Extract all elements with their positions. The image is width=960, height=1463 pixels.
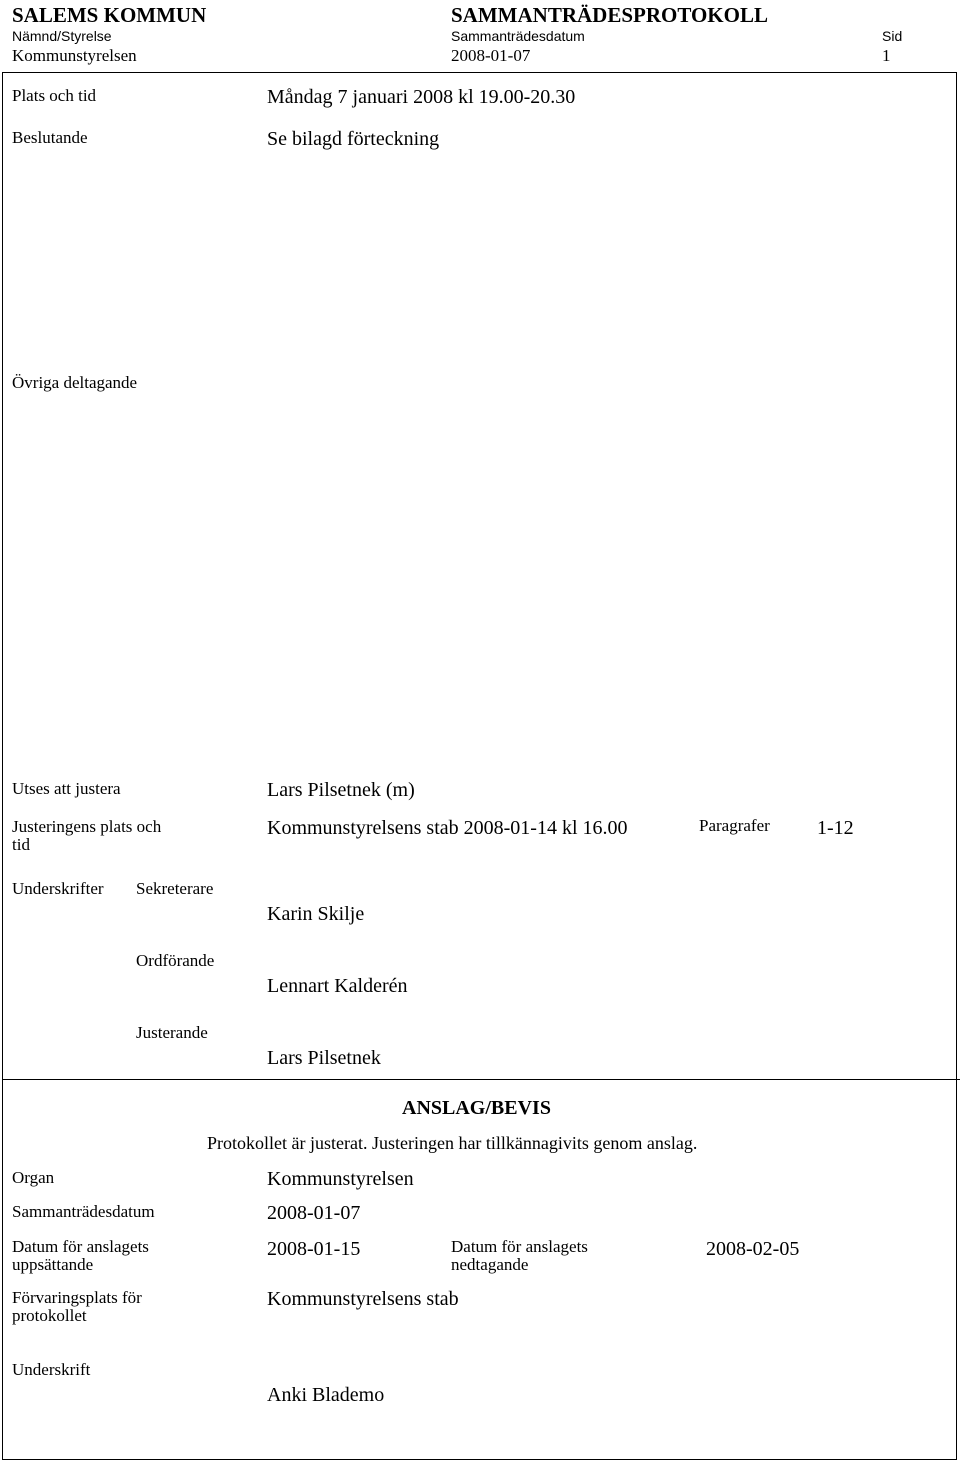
removal-date-value: 2008-02-05 bbox=[706, 1238, 800, 1260]
adjustment-place-label: Justeringens plats och tid bbox=[12, 817, 162, 854]
notice-meeting-date-label: Sammanträdesdatum bbox=[12, 1202, 155, 1221]
board-label: Nämnd/Styrelse bbox=[12, 28, 112, 44]
appointed-adjuster-label: Utses att justera bbox=[12, 779, 121, 798]
adjuster-name: Lars Pilsetnek bbox=[267, 1047, 381, 1069]
notice-meeting-date-value: 2008-01-07 bbox=[267, 1202, 361, 1224]
meeting-date-header-label: Sammanträdesdatum bbox=[451, 28, 585, 44]
removal-date-label: Datum för anslagets nedtagande bbox=[451, 1237, 588, 1274]
secretary-label: Sekreterare bbox=[136, 879, 214, 898]
meeting-date-header-value: 2008-01-07 bbox=[451, 46, 531, 65]
adjuster-label: Justerande bbox=[136, 1023, 208, 1042]
secretary-name: Karin Skilje bbox=[267, 903, 365, 925]
municipality-name: SALEMS KOMMUN bbox=[12, 3, 207, 27]
organ-label: Organ bbox=[12, 1168, 55, 1187]
storage-value: Kommunstyrelsens stab bbox=[267, 1288, 459, 1310]
notice-statement: Protokollet är justerat. Justeringen har tillkännagivits genom anslag. bbox=[207, 1133, 698, 1153]
section-divider bbox=[2, 1079, 960, 1080]
notice-title: ANSLAG/BEVIS bbox=[402, 1097, 551, 1119]
document-type: SAMMANTRÄDESPROTOKOLL bbox=[451, 3, 768, 27]
appointed-adjuster-value: Lars Pilsetnek (m) bbox=[267, 779, 415, 801]
page-label: Sid bbox=[882, 28, 903, 44]
signature-label: Underskrift bbox=[12, 1360, 91, 1379]
organ-value: Kommunstyrelsen bbox=[267, 1168, 414, 1190]
paragraphs-label: Paragrafer bbox=[699, 816, 770, 835]
board-value: Kommunstyrelsen bbox=[12, 46, 137, 65]
adjustment-place-value: Kommunstyrelsens stab 2008-01-14 kl 16.00 bbox=[267, 817, 628, 839]
chair-name: Lennart Kalderén bbox=[267, 975, 408, 997]
deciding-value: Se bilagd förteckning bbox=[267, 128, 440, 150]
storage-label: Förvaringsplats för protokollet bbox=[12, 1288, 142, 1325]
place-time-label: Plats och tid bbox=[12, 86, 97, 105]
signature-name: Anki Blademo bbox=[267, 1384, 385, 1406]
signatures-label: Underskrifter bbox=[12, 879, 104, 898]
page-number: 1 bbox=[882, 46, 891, 65]
other-participants-label: Övriga deltagande bbox=[12, 373, 138, 392]
paragraphs-value: 1-12 bbox=[817, 817, 854, 839]
chair-label: Ordförande bbox=[136, 951, 215, 970]
place-time-value: Måndag 7 januari 2008 kl 19.00-20.30 bbox=[267, 86, 576, 108]
posting-date-value: 2008-01-15 bbox=[267, 1238, 361, 1260]
posting-date-label: Datum för anslagets uppsättande bbox=[12, 1237, 149, 1274]
deciding-label: Beslutande bbox=[12, 128, 88, 147]
